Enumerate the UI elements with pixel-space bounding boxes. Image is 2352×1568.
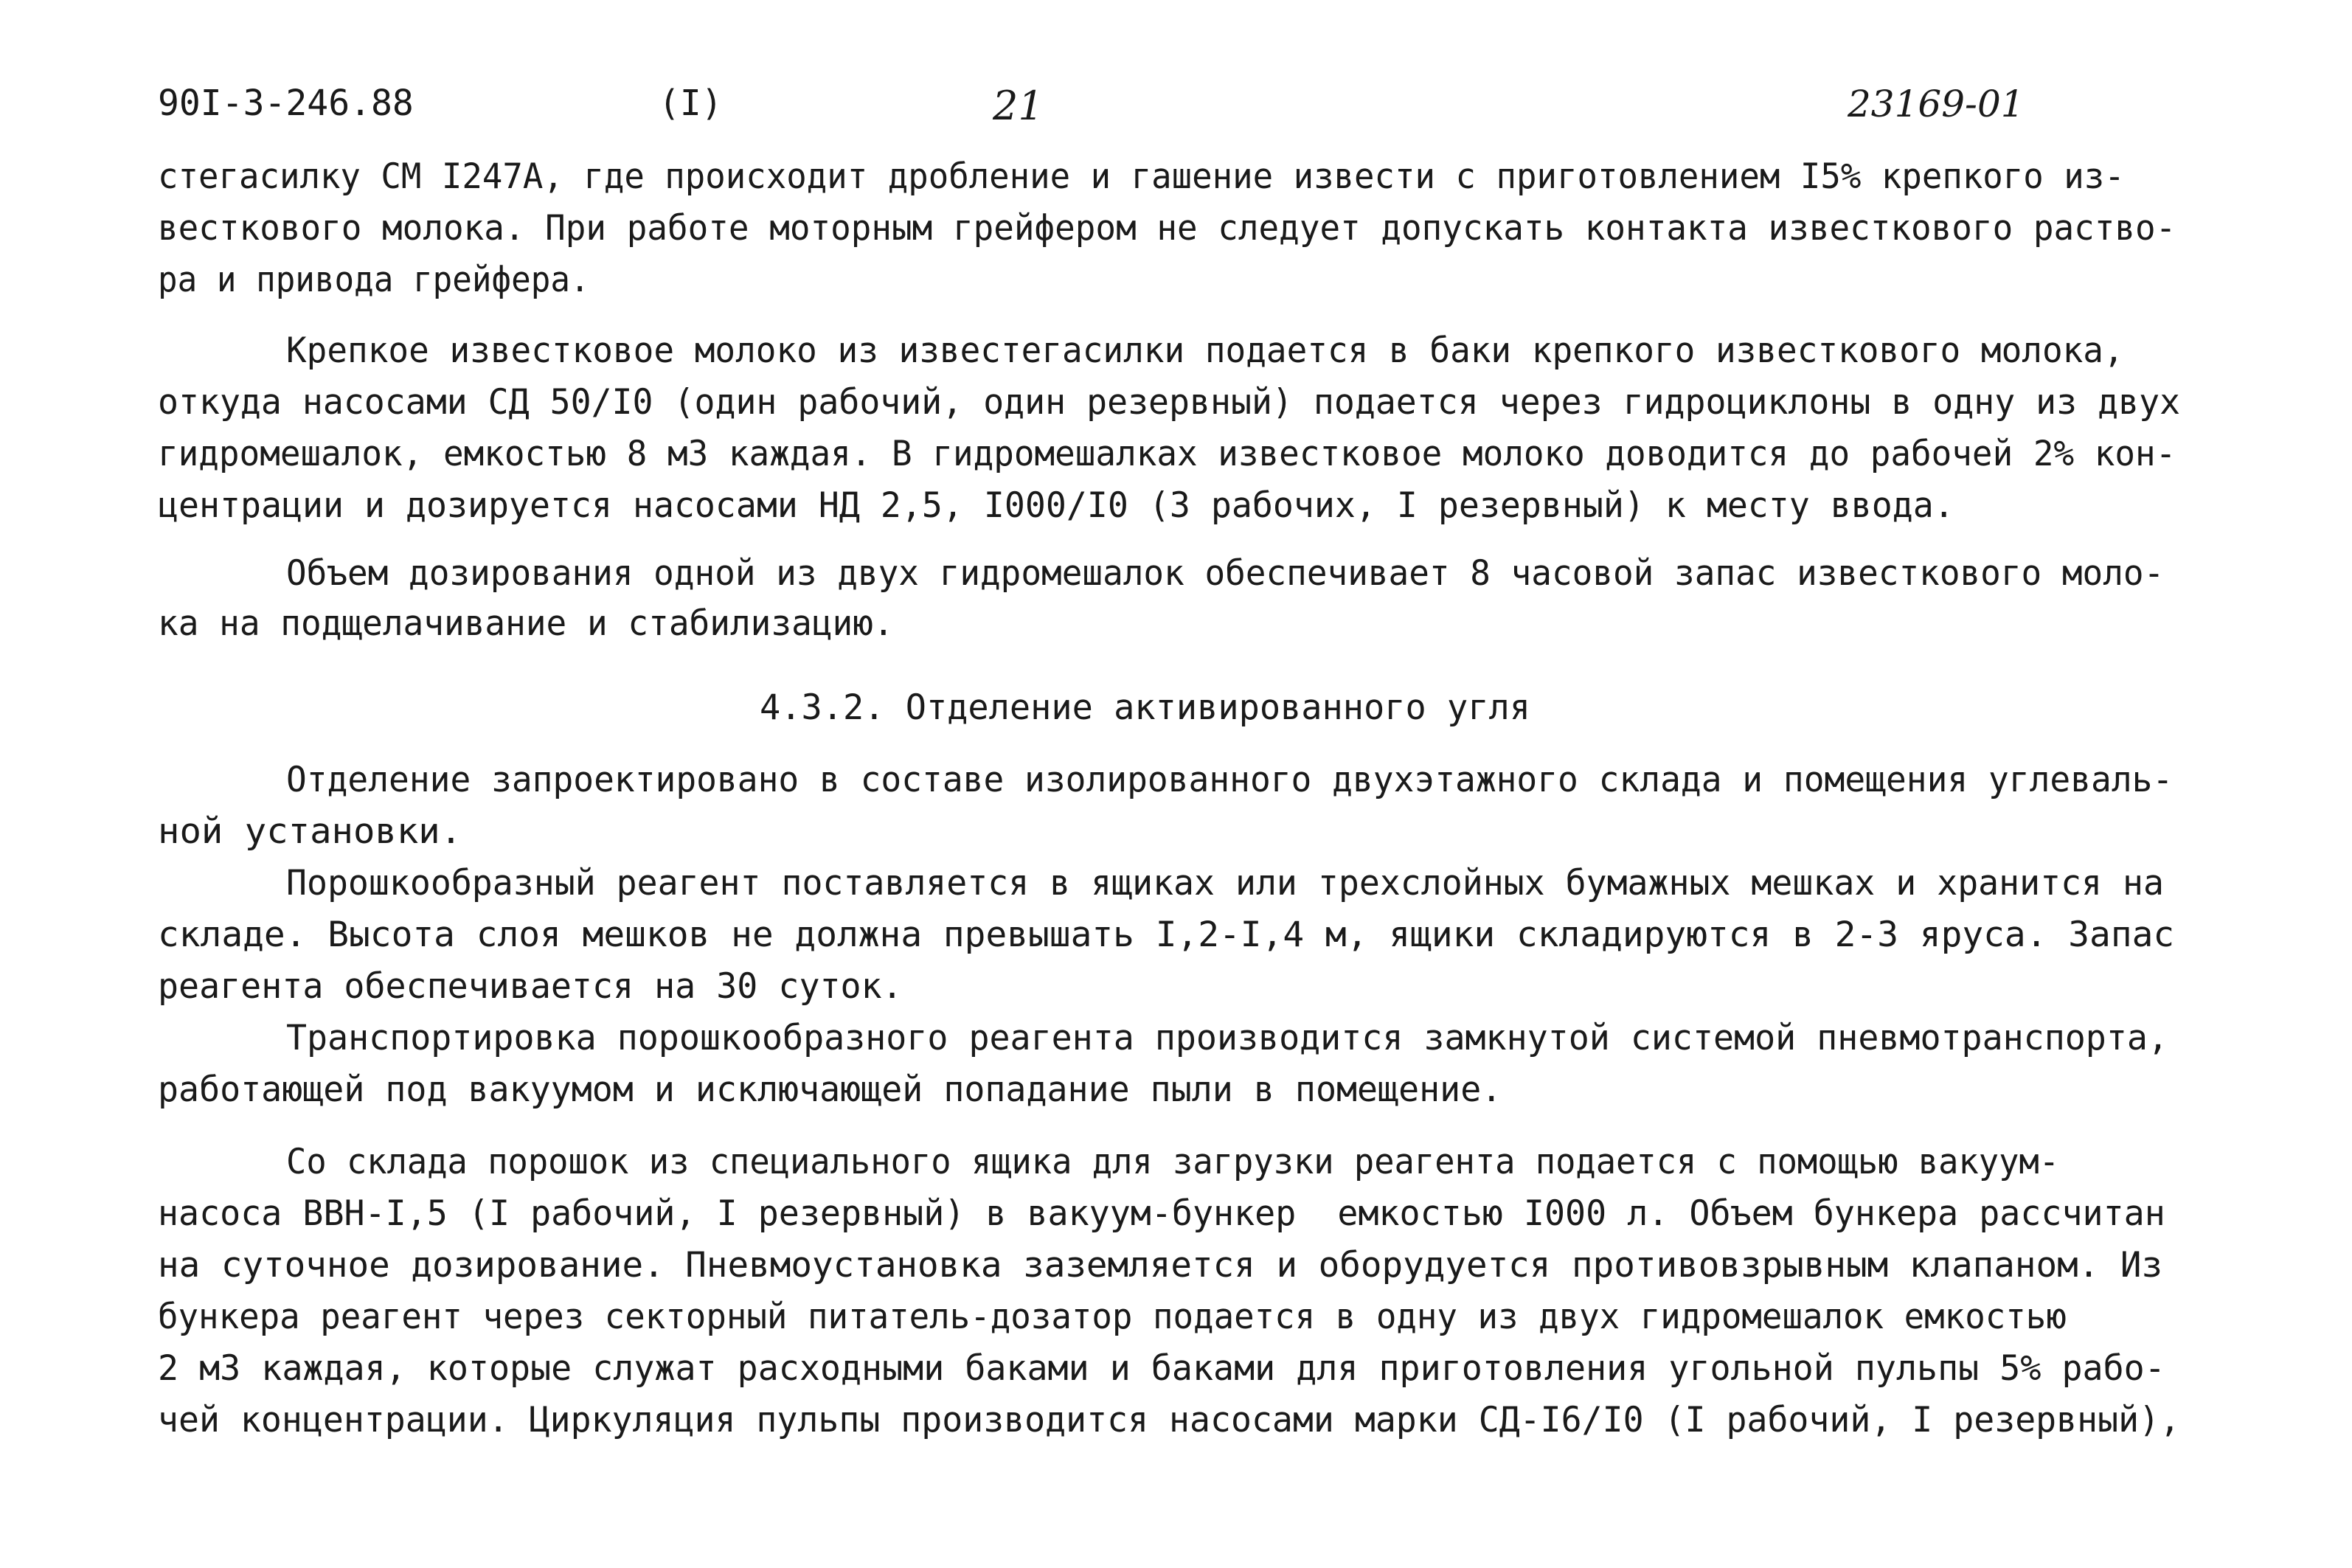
- text-line: Отделение запроектировано в составе изолированного двухэтажного склада и помещения углеваль-: [286, 760, 2174, 800]
- sheet-number: (I): [659, 83, 723, 124]
- text-line: Объем дозирования одной из двух гидромешалок обеспечивает 8 часовой запас известкового моло-: [286, 553, 2165, 594]
- page-number: 21: [993, 83, 1044, 129]
- text-line: стегасилку СМ I247А, где происходит дробление и гашение извести с приготовлением I5% крепкого из-: [158, 156, 2125, 197]
- text-line: весткового молока. При работе моторным грейфером не следует допускать контакта известкового раство-: [158, 208, 2176, 249]
- text-line: чей концентрации. Циркуляция пульпы производится насосами марки СД-I6/I0 (I рабочий, I резервный),: [158, 1400, 2181, 1440]
- text-line: Со склада порошок из специального ящика для загрузки реагента подается с помощью вакуум-: [286, 1142, 2060, 1182]
- text-line: 2 м3 каждая, которые служат расходными баками и баками для приготовления угольной пульпы 5% рабо-: [158, 1348, 2165, 1389]
- text-line: на суточное дозирование. Пневмоустановка заземляется и оборудуется противовзрывным клапаном. Из: [158, 1245, 2163, 1286]
- text-line: Крепкое известковое молоко из известегасилки подается в баки крепкого известкового молока,: [286, 330, 2124, 371]
- text-line: Порошкообразный реагент поставляется в ящиках или трехслойных бумажных мешках и хранится на: [286, 863, 2164, 903]
- text-line: ка на подщелачивание и стабилизацию.: [158, 603, 894, 644]
- text-line: складе. Высота слоя мешков не должна превышать I,2-I,4 м, ящики складируются в 2-3 яруса. Запас: [158, 915, 2175, 955]
- text-line: реагента обеспечивается на 30 суток.: [158, 966, 903, 1007]
- text-line: гидромешалок, емкостью 8 м3 каждая. В гидромешалках известковое молоко доводится до рабочей 2% кон-: [158, 434, 2176, 474]
- section-heading: 4.3.2. Отделение активированного угля: [760, 687, 1530, 728]
- text-line: ра и привода грейфера.: [158, 260, 590, 300]
- text-line: центрации и дозируется насосами НД 2,5, I000/I0 (3 рабочих, I резервный) к месту ввода.: [158, 485, 1954, 526]
- inventory-number: 23169-01: [1848, 83, 2025, 125]
- text-line: бункера реагент через секторный питатель-дозатор подается в одну из двух гидромешалок емкостью: [158, 1297, 2067, 1337]
- text-line: откуда насосами СД 50/I0 (один рабочий, один резервный) подается через гидроциклоны в одну из двух: [158, 382, 2181, 423]
- text-line: работающей под вакуумом и исключающей попадание пыли в помещение.: [158, 1069, 1502, 1110]
- document-code: 90I-3-246.88: [158, 83, 414, 124]
- text-line: насоса ВВН-I,5 (I рабочий, I резервный) в вакуум-бункер емкостью I000 л. Объем бункера рассчитан: [158, 1193, 2165, 1234]
- text-line: ной установки.: [158, 811, 462, 852]
- page-header: [0, 83, 2352, 134]
- text-line: Транспортировка порошкообразного реагента производится замкнутой системой пневмотранспорта,: [286, 1018, 2168, 1058]
